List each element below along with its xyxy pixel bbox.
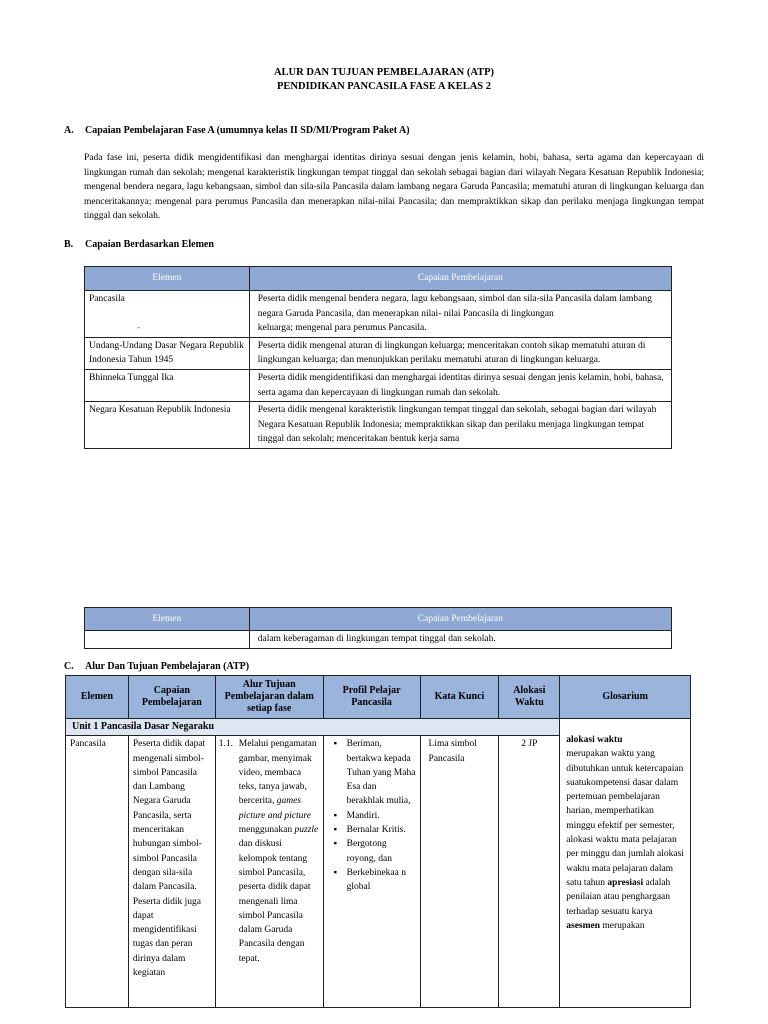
unit-title: Unit 1 Pancasila Dasar Negaraku xyxy=(66,719,560,736)
capaian-cell: Peserta didik mengenal aturan di lingkungan keluarga; menceritakan contoh sikap mematuhi aturan di lingkungan keluarga; dan menunjukkan perilaku mematuhi aturan di lingkungan keluarga. xyxy=(249,337,671,369)
atp-table xyxy=(65,675,691,1008)
elemen-cell: Pancasila xyxy=(89,294,125,304)
table-row xyxy=(85,631,672,649)
capaian-cell: dalam keberagaman di lingkungan tempat tinggal dan sekolah. xyxy=(249,631,671,649)
elemen-cell: Bhinneka Tunggal Ika xyxy=(85,369,250,401)
capaian-cell: Peserta didik dapat mengenali simbol-simbol Pancasila dan Lambang Negara Garuda Pancasila, serta menceritakan hubungan simbol-simbol Pancasila dengan sila-sila dalam Pancasila. Peserta didik juga dapat mengidentifikasi tugas dan peran dirinya dalam kegiatan xyxy=(128,736,215,1008)
section-a-paragraph: Pada fase ini, peserta didik mengidentifikasi dan menghargai identitas dirinya sesuai dengan jenis kelamin, hobi, bahasa, serta agama dan kepercayaan di lingkungan rumah dan sekolah; mengenal karakteristik lingkungan tempat tinggal dan sekolah sebagai bagian dari wilayah Negara Kesatuan Republik Indonesia; mengenal bendera negara, lagu kebangsaan, simbol dan sila-sila Pancasila dalam lambang negara Garuda Pancasila; mematuhi aturan di lingkungan keluarga dan menceritakannya; mengenal para perumus Pancasila dan menerapkan nilai-nilai Pancasila; dan mempraktikkan sikap dan perilaku menjaga lingkungan tempat tinggal dan sekolah. xyxy=(84,153,704,222)
list-item: ▪ Berkebinekaa n global xyxy=(347,866,416,895)
glosarium-term: alokasi waktu xyxy=(566,735,623,745)
capaian-cell: Peserta didik mengenal karakteristik lingkungan tempat tinggal dan sekolah, sebagai bagian dari wilayah Negara Kesatuan Republik Indonesia; mempraktikkan sikap dan perilaku menjaga lingkungan tempat tinggal dan sekolah; menceritakan bentuk kerja sama xyxy=(249,402,671,449)
glosarium-definition: merupakan waktu yang dibutuhkan untuk ketercapaian suatukompetensi dasar dalam pertemuan pembelajaran harian, memperhatikan minggu efektif per semester, alokasi waktu mata pelajaran per minggu dan jumlah alokasi waktu mata pelajaran dalam satu tahun xyxy=(566,749,684,888)
capaian-cell: Peserta didik mengenal bendera negara, lagu kebangsaan, simbol dan sila-sila Pancasila dalam lambang negara Garuda Pancasila, dan menerapkan nilai- nilai Pancasila di lingkungan keluarga; mengenal para perumus Pancasila. xyxy=(249,291,671,338)
table-row xyxy=(85,369,672,401)
list-item: ▪ Mandiri. xyxy=(347,809,416,823)
section-c-letter: C. xyxy=(64,661,74,672)
glosarium-cell xyxy=(560,719,691,1008)
element-table xyxy=(84,266,672,449)
elemen-cell: Undang-Undang Dasar Negara Republik Indonesia Tahun 1945 xyxy=(85,337,250,369)
profil-list xyxy=(327,737,416,894)
unit-row xyxy=(66,719,691,736)
list-item: ▪ Bernalar Kritis. xyxy=(347,823,416,837)
column-header-capaian: Capaian Pembelajaran xyxy=(249,608,671,631)
table-row xyxy=(85,337,672,369)
section-a-letter: A. xyxy=(64,125,74,136)
list-item: ▪ Bergotong royong, dan xyxy=(347,837,416,866)
document-title: ALUR DAN TUJUAN PEMBELAJARAN (ATP) xyxy=(273,67,495,78)
glosarium-term: apresiasi xyxy=(607,877,644,888)
elemen-cell: Pancasila xyxy=(66,736,129,1008)
glosarium-definition: adalah penilaian atau penghargaan terhadap sesuatu karya xyxy=(566,877,671,917)
atp-text-italic: puzzle xyxy=(294,825,319,836)
section-b-letter: B. xyxy=(64,239,74,250)
column-header-elemen: Elemen xyxy=(85,608,250,631)
atp-text-part: menggunakan xyxy=(238,825,295,836)
section-a-heading: Capaian Pembelajaran Fase A (umumnya kelas II SD/MI/Program Paket A) xyxy=(85,125,410,136)
column-header-atp: Alur Tujuan Pembelajaran dalam setiap fase xyxy=(215,676,323,719)
glosarium-definition: merupakan xyxy=(600,920,645,931)
list-item: ▪ Beriman, bertakwa kepada Tuhan yang Maha Esa dan berakhlak mulia, xyxy=(347,737,416,808)
atp-number: 1.1. xyxy=(218,739,234,750)
atp-text-italic: games picture and picture xyxy=(238,796,311,821)
table-row xyxy=(85,291,672,338)
atp-text xyxy=(239,737,319,966)
column-header-glosarium: Glosarium xyxy=(560,676,691,719)
alokasi-cell: 2 JP xyxy=(499,736,560,1008)
atp-cell xyxy=(215,736,323,1008)
capaian-cell: Peserta didik mengidentifikasi dan menghargai identitas dirinya sesuai dengan jenis kelamin, hobi, bahasa, serta agama dan kepercayaan di lingkungan rumah dan sekolah. xyxy=(249,369,671,401)
column-header-capaian: Capaian Pembelajaran xyxy=(128,676,215,719)
column-header-profil: Profil Pelajar Pancasila xyxy=(323,676,420,719)
column-header-capaian: Capaian Pembelajaran xyxy=(249,267,671,291)
column-header-alokasi: Alokasi Waktu xyxy=(499,676,560,719)
document-subtitle: PENDIDIKAN PANCASILA FASE A KELAS 2 xyxy=(276,81,492,92)
section-c-heading: Alur Dan Tujuan Pembelajaran (ATP) xyxy=(85,661,250,672)
profil-cell xyxy=(323,736,420,1008)
stray-mark: - xyxy=(137,323,141,333)
atp-text-part: dan diskusi kelompok tentang simbol Pancasila, peserta didik dapat mengenali lima simbol Pancasila dalam Garuda Pancasila dengan tepat. xyxy=(238,839,311,964)
column-header-elemen: Elemen xyxy=(66,676,129,719)
column-header-elemen: Elemen xyxy=(85,267,250,291)
elemen-cell: Negara Kesatuan Republik Indonesia xyxy=(85,402,250,449)
glosarium-term: asesmen xyxy=(566,920,601,931)
kata-kunci-cell: Lima simbol Pancasila xyxy=(420,736,499,1008)
elemen-cell xyxy=(85,631,250,649)
section-b-heading: Capaian Berdasarkan Elemen xyxy=(85,239,214,250)
atp-text-part: Melalui pengamatan gambar, menyimak video, membaca teks, tanya jawab, bercerita, xyxy=(238,739,317,807)
table-row xyxy=(85,402,672,449)
element-table-continuation xyxy=(84,607,672,649)
column-header-kata-kunci: Kata Kunci xyxy=(420,676,499,719)
